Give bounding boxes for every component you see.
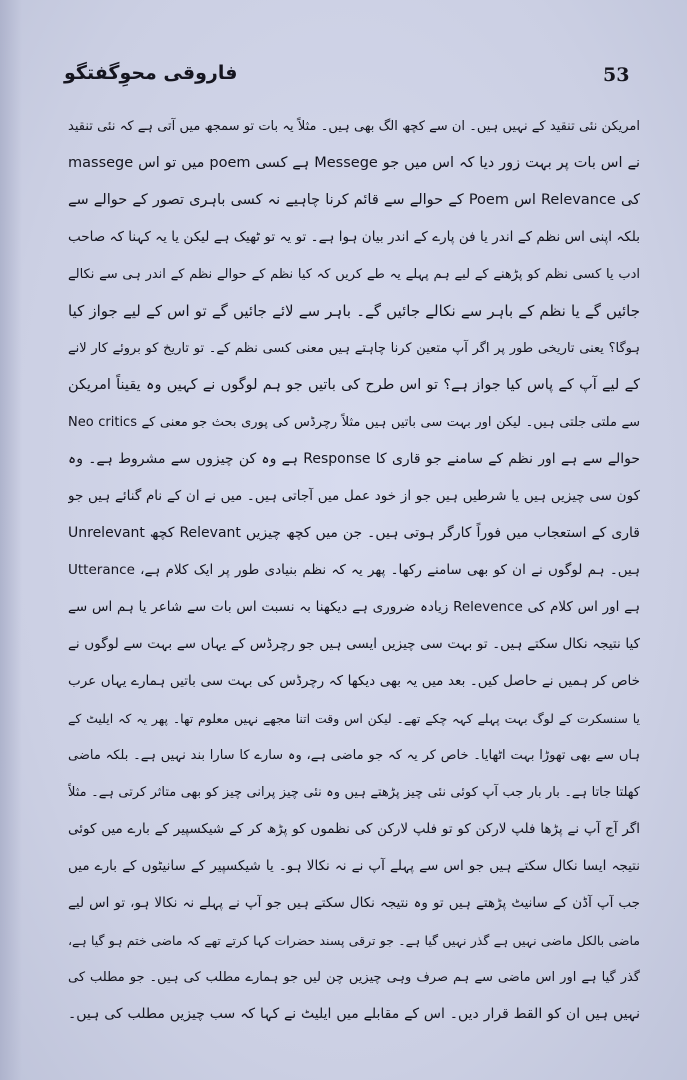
text-line: گذر گیا ہے اور اس ماضی سے ہم صرف وہی چیزیں چن لیں جو ہمارے مطلب کی ہیں۔ جو مطلب کی: [68, 970, 640, 985]
text-line: اگر آج آپ نے پڑھا فلپ لارکن کو تو فلپ لارکن کی نظموں کو پڑھ کر کے شیکسپیر کے بارے میں کوئی: [68, 821, 640, 837]
text-line: کے لیے آپ کے پاس کیا جواز ہے؟ تو اس طرح کی باتیں جو ہم لوگوں نے کہیں وہ یقیناً امریکن: [68, 377, 640, 393]
text-line: ہیں۔ ہم لوگوں نے ان کو بھی سامنے رکھا۔ پھر یہ کہ نظم بنیادی طور پر ایک کلام ہے، Utterance: [68, 562, 640, 578]
text-line: کی Relevance اس Poem کے حوالے سے قائم کرنا چاہیے نہ کسی باہری تصور کے حوالے سے: [68, 192, 640, 208]
text-line: ہاں سے بھی تھوڑا بہت اٹھایا۔ خاص کر یہ کہ جو ماضی ہے، وہ سارے کا سارا بند نہیں ہے۔ بلکہ ماضی: [68, 748, 640, 763]
text-line: کون سی چیزیں ہیں یا شرطیں ہیں جو از خود عمل میں آجاتی ہیں۔ میں نے ان کے نام گنائے ہیں جو: [68, 488, 640, 504]
text-line: نہیں ہیں ان کو القط قرار دیں۔ اس کے مقابلے میں ایلیٹ نے کہا کہ سب چیزیں مطلب کی ہیں۔: [68, 1006, 640, 1022]
text-line: کھلتا جاتا ہے۔ بار بار جب آپ کوئی نئی چیز پڑھتے ہیں وہ نئی چیز پرانی چیز کو بھی متاثر کرتی ہے۔ مثلاً: [68, 785, 640, 800]
text-line: نے اس بات پر بہت زور دیا کہ اس میں جو Messege ہے کسی poem میں تو اس massege: [68, 155, 640, 171]
body-text: [68, 108, 640, 1033]
text-line: بلکہ اپنی اس نظم کے اندر یا فن پارے کے اندر بیان ہوا ہے۔ تو یہ تو ٹھیک ہے لیکن یا یہ کہنا کہ صاحب: [68, 229, 640, 245]
text-line: کیا نتیجہ نکال سکتے ہیں۔ تو بہت سی چیزیں ایسی ہیں جو رچرڈس کے یہاں سے بہت سے لوگوں نے: [68, 636, 640, 652]
text-line: ہوگا؟ یعنی تاریخی طور پر اگر آپ متعین کرنا چاہتے ہیں معنی کسی نظم کے۔ تو تاریخ کو بروئے کار لانے: [68, 341, 640, 356]
text-line: ماضی بالکل ماضی نہیں ہے گذر نہیں گیا ہے۔ جو ترقی پسند حضرات کہا کرتے تھے کہ ماضی ختم ہو گیا ہے،: [68, 933, 640, 948]
running-title: فاروقی محوِگفتگو: [64, 62, 238, 84]
page-gutter-shadow: [0, 0, 22, 1080]
text-line: یا سنسکرت کے لوگ بہت پہلے کہہ چکے تھے۔ لیکن اس وقت اتنا مجھے نہیں معلوم تھا۔ پھر یہ کہ ایلیٹ کے: [68, 711, 640, 726]
text-line: Neo critics سے ملتی جلتی ہیں۔ لیکن اور بہت سی باتیں ہیں مثلاً رچرڈس کی پوری بحث جو معنی کے: [68, 415, 640, 430]
text-line: امریکن نئی تنقید کے نہیں ہیں۔ ان سے کچھ الگ بھی ہیں۔ مثلاً یہ بات تو سمجھ میں آتی ہے کہ نئی تنقید: [68, 119, 640, 134]
text-line: قاری کے استعجاب میں فوراً کارگر ہوتی ہیں۔ جن میں کچھ چیزیں Relevant کچھ Unrelevant: [68, 525, 640, 541]
text-line: ادب یا کسی نظم کو پڑھنے کے لیے ہم پہلے یہ طے کریں کہ کیا نظم کے حوالے نظم کے اندر ہی سے نکالے: [68, 267, 640, 282]
text-line: خاص کر ہمیں نے حاصل کیں۔ بعد میں یہ بھی دیکھا کہ رچرڈس کی بہت سی باتیں ہمارے یہاں عرب: [68, 673, 640, 689]
page-number: 53: [603, 64, 630, 86]
text-line: جائیں گے یا نظم کے باہر سے نکالے جائیں گے۔ باہر سے لائے جائیں گے تو اس کے لیے جواز کیا: [68, 302, 640, 320]
text-line: ہے اور اس کلام کی Relevence زیادہ ضروری ہے دیکھنا بہ نسبت اس بات سے شاعر یا ہم اس سے: [68, 599, 640, 615]
text-line: حوالے سے ہے اور نظم کے سامنے جو قاری کا Response ہے وہ کن چیزوں سے مشروط ہے۔ وہ: [68, 451, 640, 467]
text-line: جب آپ آڈن کے سانیٹ پڑھتے ہیں تو وہ نتیجہ نکال سکتے ہیں جو آپ نے پہلے نہ نکالا ہو، تو اس لیے: [68, 895, 640, 911]
text-line: نتیجہ ایسا نکال سکتے ہیں جو اس سے پہلے آپ نے نہ نکالا ہو۔ یا شیکسپیر کے سانیٹوں کے بارے میں: [68, 858, 640, 874]
